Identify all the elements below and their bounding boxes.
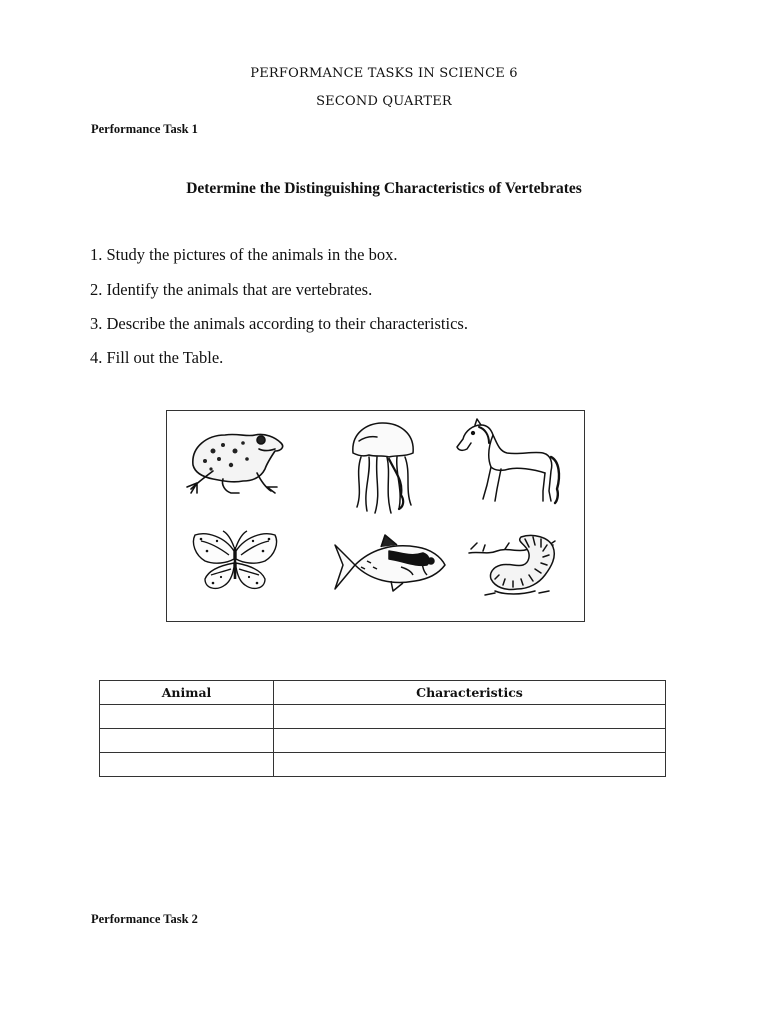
animal-cell[interactable] bbox=[100, 729, 274, 753]
characteristics-cell[interactable] bbox=[274, 753, 666, 777]
instruction-step-3: 3. Describe the animals according to their characteristics. bbox=[90, 314, 468, 333]
instruction-step-4: 4. Fill out the Table. bbox=[90, 348, 224, 367]
animal-cell[interactable] bbox=[100, 705, 274, 729]
characteristics-cell[interactable] bbox=[274, 705, 666, 729]
horse-icon bbox=[453, 417, 565, 509]
task-2-label: Performance Task 2 bbox=[91, 912, 198, 926]
table-header-row bbox=[100, 681, 666, 705]
instruction-step-1: 1. Study the pictures of the animals in the box. bbox=[90, 245, 398, 264]
animal-cell[interactable] bbox=[100, 753, 274, 777]
frog-icon bbox=[183, 421, 291, 497]
task-1-label: Performance Task 1 bbox=[91, 122, 198, 136]
fish-icon bbox=[331, 531, 449, 601]
earthworm-icon bbox=[465, 529, 565, 601]
animal-column-header: Animal bbox=[100, 681, 274, 705]
characteristics-column-header: Characteristics bbox=[274, 681, 666, 705]
quarter-heading: SECOND QUARTER bbox=[316, 94, 452, 109]
document-heading: PERFORMANCE TASKS IN SCIENCE 6 bbox=[250, 66, 518, 81]
jellyfish-icon bbox=[345, 419, 421, 515]
table-row bbox=[100, 729, 666, 753]
instruction-step-2: 2. Identify the animals that are vertebrates. bbox=[90, 280, 373, 299]
table-row bbox=[100, 753, 666, 777]
butterfly-icon bbox=[189, 529, 281, 595]
animal-picture-box bbox=[166, 410, 585, 622]
table-row bbox=[100, 705, 666, 729]
vertebrates-table bbox=[99, 680, 666, 777]
task-1-title: Determine the Distinguishing Characteristics of Vertebrates bbox=[186, 180, 582, 197]
characteristics-cell[interactable] bbox=[274, 729, 666, 753]
